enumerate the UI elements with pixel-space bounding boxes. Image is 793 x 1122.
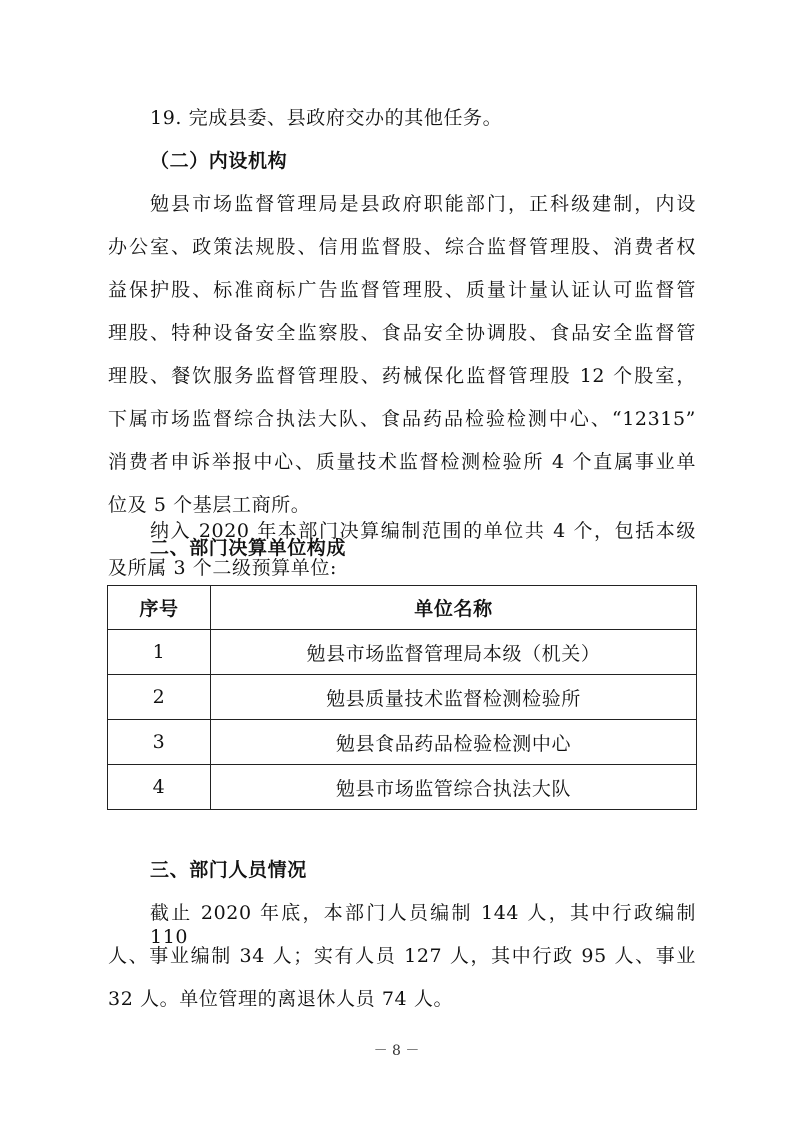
paragraph-line: 勉县市场监督管理局是县政府职能部门，正科级建制，内设 [150,193,696,215]
paragraph-2-second-line: 及所属 3 个二级预算单位: [108,557,337,579]
paragraph-3-line-2: 人、事业编制 34 人；实有人员 127 人，其中行政 95 人、事业 [108,945,696,967]
subsection-heading-internal-structure: （二）内设机构 [150,150,288,172]
line-item-19: 19. 完成县委、县政府交办的其他任务。 [150,107,503,129]
cell-serial-number: 2 [108,675,211,720]
paragraph-3-line-3: 32 人。单位管理的离退休人员 74 人。 [108,988,454,1010]
section-heading-unit-composition: 二、部门决算单位构成 [150,537,347,559]
table-row [108,630,697,675]
page-number: － 8 － [373,1043,420,1059]
budget-units-table [107,585,697,810]
section-heading-staffing: 三、部门人员情况 [150,859,307,881]
paragraph-line: 位及 5 个基层工商所。 [108,494,311,516]
table-row [108,675,697,720]
cell-unit-name: 勉县市场监管综合执法大队 [211,765,697,810]
paragraph-line: 益保护股、标准商标广告监督管理股、质量计量认证认可监督管 [108,279,696,301]
paragraph-line: 消费者申诉举报中心、质量技术监督检测检验所 4 个直属事业单 [108,451,696,473]
paragraph-line: 办公室、政策法规股、信用监督股、综合监督管理股、消费者权 [108,236,696,258]
header-unit-name: 单位名称 [211,586,697,630]
cell-unit-name: 勉县质量技术监督检测检验所 [211,675,697,720]
paragraph-2-first-line: 纳入 2020 年本部门决算编制范围的单位共 4 个，包括本级 [150,520,696,542]
cell-unit-name: 勉县市场监督管理局本级（机关） [211,630,697,675]
cell-serial-number: 4 [108,765,211,810]
paragraph-3-line-1: 截止 2020 年底，本部门人员编制 144 人，其中行政编制 110 [150,902,696,948]
paragraph-line: 理股、特种设备安全监察股、食品安全协调股、食品安全监督管 [108,322,696,344]
table-header-row [108,586,697,630]
cell-serial-number: 1 [108,630,211,675]
cell-serial-number: 3 [108,720,211,765]
paragraph-line: 下属市场监督综合执法大队、食品药品检验检测中心、“12315” [108,408,696,430]
table-row [108,765,697,810]
cell-unit-name: 勉县食品药品检验检测中心 [211,720,697,765]
paragraph-line: 理股、餐饮服务监督管理股、药械保化监督管理股 12 个股室， [108,365,696,387]
table-row [108,720,697,765]
header-serial-number: 序号 [108,586,211,630]
